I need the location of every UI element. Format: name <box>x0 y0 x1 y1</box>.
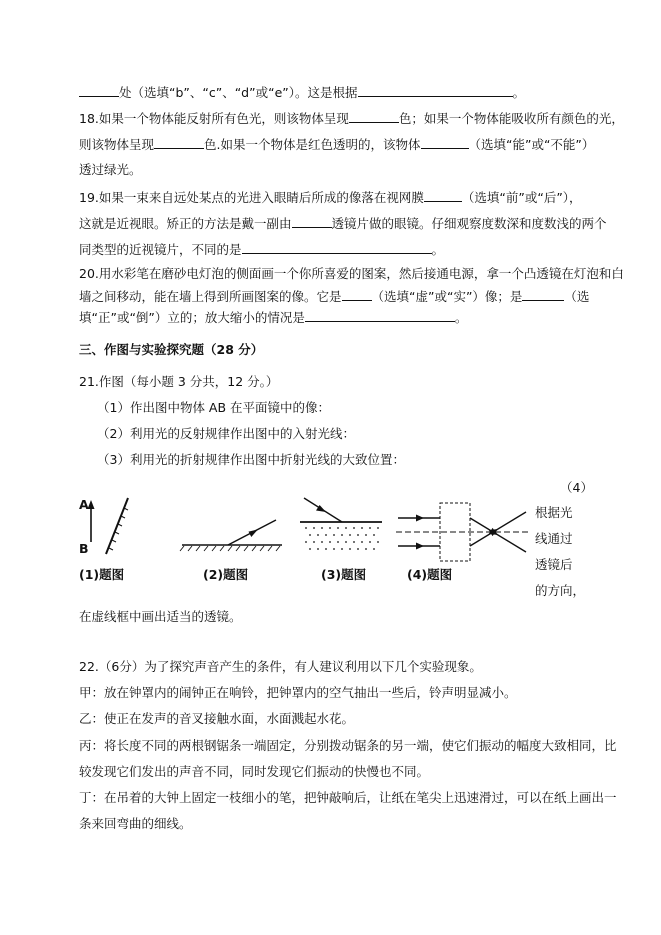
q18-text: 则该物体呈现 <box>79 137 155 152</box>
answer-blank[interactable] <box>242 241 432 254</box>
q20-line3 <box>79 309 601 326</box>
q21-sub3: （3）利用光的折射规律作出图中折射光线的大致位置： <box>97 452 405 467</box>
q21-sub4-number: （4） <box>560 480 593 495</box>
q18-text: 透过绿光。 <box>79 162 142 177</box>
answer-blank[interactable] <box>349 110 399 123</box>
q18-line2 <box>79 136 601 153</box>
q17-cont-line <box>79 84 601 101</box>
q20-line1 <box>79 266 624 282</box>
q20-text: 填“正”或“倒”）立的；放大缩小的情况是 <box>79 310 305 325</box>
q18-text: 色；如果一个物体能吸收所有颜色的光， <box>398 111 624 126</box>
q22-yi: 乙：使正在发声的音叉接触水面，水面溅起水花。 <box>79 711 355 726</box>
q19-text: （选填“前”或“后”）， <box>461 190 582 205</box>
q21-sub4-side-1: 根据光 <box>535 505 573 520</box>
q18-text: （选填“能”或“不能”） <box>468 137 595 152</box>
q22-title: 22.（6分）为了探究声音产生的条件，有人建议利用以下几个实验现象。 <box>79 659 482 674</box>
ray-arrow <box>416 543 424 550</box>
mirror-line <box>106 498 128 554</box>
q20-text: （选填“虚”或“实”）像；是 <box>371 289 523 304</box>
caption-fig4: (4)题图 <box>407 567 453 582</box>
q21-sub2: （2）利用光的反射规律作出图中的入射光线： <box>97 426 355 441</box>
q21-sub4-side-3: 透镜后 <box>535 557 573 572</box>
answer-blank[interactable] <box>292 215 332 228</box>
answer-blank[interactable] <box>421 136 469 149</box>
q22-jia: 甲：放在钟罩内的闹钟正在响铃，把钟罩内的空气抽出一些后，铃声明显减小。 <box>79 685 517 700</box>
q18-line3 <box>79 162 601 178</box>
q19-line1 <box>79 189 601 206</box>
q19-text: 这就是近视眼。矫正的方法是戴一副由 <box>79 216 292 231</box>
q17-end: 。 <box>512 85 526 100</box>
answer-blank[interactable] <box>358 84 513 97</box>
q22-bing-2: 较发现它们发出的声音不同，同时发现它们振动的快慢也不同。 <box>79 764 430 779</box>
answer-blank[interactable] <box>522 288 564 301</box>
q22-bing-1: 丙：将长度不同的两根钢锯条一端固定，分别拨动锯条的另一端，使它们振动的幅度大致相同，比 <box>79 738 617 753</box>
label-a: A <box>79 497 89 512</box>
q20-line2 <box>79 288 601 305</box>
ray-arrow <box>249 529 259 537</box>
answer-blank[interactable] <box>305 309 455 322</box>
water-dots <box>305 527 379 550</box>
answer-blank[interactable] <box>424 189 462 202</box>
figure-2-reflection[interactable] <box>178 498 288 556</box>
q22-ding-1: 丁：在吊着的大钟上固定一枝细小的笔，把钟敲响后，让纸在笔尖上迅速滑过，可以在纸上画出一 <box>79 790 617 805</box>
q20-text: 20.用水彩笔在磨砂电灯泡的侧面画一个你所喜爱的图案，然后接通电源，拿一个凸透镜在灯泡和白 <box>79 266 624 281</box>
q21-title: 21.作图（每小题 3 分共，12 分。） <box>79 374 279 389</box>
q21-sub4-end: 在虚线框中画出适当的透镜。 <box>79 609 242 624</box>
q21-sub4-side-2: 线通过 <box>535 531 573 546</box>
q20-text: 墙之间移动，能在墙上得到所画图案的像。它是 <box>79 289 342 304</box>
ray-arrow <box>416 515 424 522</box>
figure-4-lens-box[interactable] <box>394 497 532 567</box>
q18-text: 色.如果一个物体是红色透明的，该物体 <box>204 137 421 152</box>
q17-text: 处（选填“b”、“c”、“d”或“e”）。这是根据 <box>119 85 358 100</box>
q21-sub1: （1）作出图中物体 AB 在平面镜中的像： <box>97 400 331 415</box>
mirror-hatching <box>109 508 128 550</box>
answer-blank[interactable] <box>342 288 372 301</box>
q19-line3 <box>79 241 601 258</box>
q19-text: 。 <box>431 242 445 257</box>
q18-line1 <box>79 110 624 127</box>
caption-fig2: (2)题图 <box>203 567 249 582</box>
answer-blank[interactable] <box>79 84 119 97</box>
mirror-hatching <box>180 546 280 551</box>
q21-sub4-side-4: 的方向， <box>535 583 586 598</box>
q20-text: 。 <box>454 310 468 325</box>
q19-line2 <box>79 215 607 232</box>
q19-text: 同类型的近视镜片，不同的是 <box>79 242 242 257</box>
q18-text: 18.如果一个物体能反射所有色光，则该物体呈现 <box>79 111 349 126</box>
caption-fig1: (1)题图 <box>79 567 125 582</box>
section-title: 三、作图与实验探究题（28 分） <box>79 342 264 357</box>
answer-blank[interactable] <box>154 136 204 149</box>
label-b: B <box>79 541 89 556</box>
q22-ding-2: 条来回弯曲的细线。 <box>79 816 192 831</box>
caption-fig3: (3)题图 <box>321 567 367 582</box>
q19-text: 19.如果一束来自远处某点的光进入眼睛后所成的像落在视网膜 <box>79 190 424 205</box>
q19-text: 透镜片做的眼镜。仔细观察度数深和度数浅的两个 <box>331 216 607 231</box>
q20-text: （选 <box>564 289 590 304</box>
figure-3-refraction[interactable] <box>298 492 384 558</box>
